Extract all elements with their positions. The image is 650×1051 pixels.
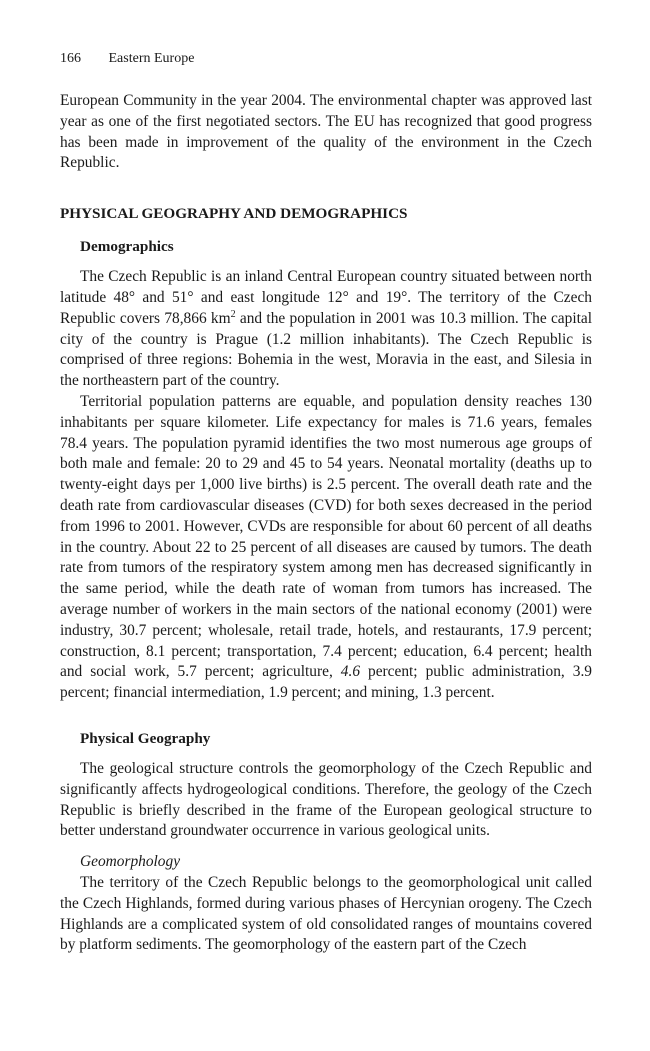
agriculture-value: 4.6 — [340, 663, 361, 681]
book-page — [60, 50, 592, 956]
geomorphology-paragraph: The territory of the Czech Republic belongs to the geomorphological unit called the Czech Highlands, formed during various phases of Hercynian orogeny. The Czech Highlands are a complicated system of old consolidated ranges of mountains covered by platform sediments. The geomorphology of the eastern part of the Czech — [60, 873, 592, 954]
geomorphology-heading: Geomorphology — [80, 853, 181, 871]
demographics-p1-text-a: The Czech Republic is an inland Central European country situated between north latitude 48° and 51° and east longitude 12° and 19°. The territory of the Czech Republic covers 78,866 km — [60, 268, 592, 327]
intro-paragraph: European Community in the year 2004. The environmental chapter was approved last year as one of the first negotiated sectors. The EU has recognized that good progress has been made in improvement of the quality of the environment in the Czech Republic. — [60, 92, 592, 172]
demographics-paragraph-2 — [60, 392, 592, 704]
demographics-heading: Demographics — [80, 238, 174, 256]
running-title: Eastern Europe — [108, 51, 195, 66]
demographics-p2-text-a: Territorial population patterns are equable, and population density reaches 130 inhabitants per square kilometer. Life expectancy for males is 71.6 years, females 78.4 years. The population pyramid identifies the two most numerous age groups of both male and female: 20 to 29 and 45 to 54 years. Neonatal mortality (deaths up to twenty-eight days per 1,000 live births) is 2.5 percent. The overall death rate and the death rate from cardiovascular diseases (CVD) for both sexes decreased in the period from 1996 to 2001. However, CVDs are responsible for about 60 percent of all deaths in the country. About 22 to 25 percent of all diseases are caused by tumors. The death rate from tumors of the respiratory system among men has decreased significantly in the same period, while the death rate of woman from tumors has increased. The average number of workers in the main sectors of the national economy (2001) were industry, 30.7 percent; wholesale, retail trade, hotels, and restaurants, 17.9 percent; construction, 8.1 percent; transportation, 7.4 percent; education, 6.4 percent; health and social work, 5.7 percent; agriculture, — [60, 392, 592, 681]
physical-geography-paragraph: The geological structure controls the geomorphology of the Czech Republic and significantly affects hydrogeological conditions. Therefore, the geology of the Czech Republic is briefly described in the frame of the European geological structure to better understand groundwater occurrence in various geological units. — [60, 759, 592, 840]
demographics-p2-text-b: percent; public administration, 3.9 percent; financial intermediation, 1.9 percent; and mining, 1.3 percent. — [60, 663, 592, 702]
demographics-paragraph-1 — [60, 267, 592, 392]
demographics-p1-text-b: and the population in 2001 was 10.3 million. The capital city of the country is Prague (1.2 million inhabitants). The Czech Republic is comprised of three regions: Bohemia in the west, Moravia in the east, and Silesia in the northeastern part of the country. — [60, 309, 592, 390]
section-heading: PHYSICAL GEOGRAPHY AND DEMOGRAPHICS — [60, 205, 408, 223]
page-number: 166 — [60, 51, 81, 66]
physical-geography-heading: Physical Geography — [80, 729, 211, 747]
km-superscript: 2 — [230, 308, 236, 320]
running-header — [60, 50, 592, 68]
